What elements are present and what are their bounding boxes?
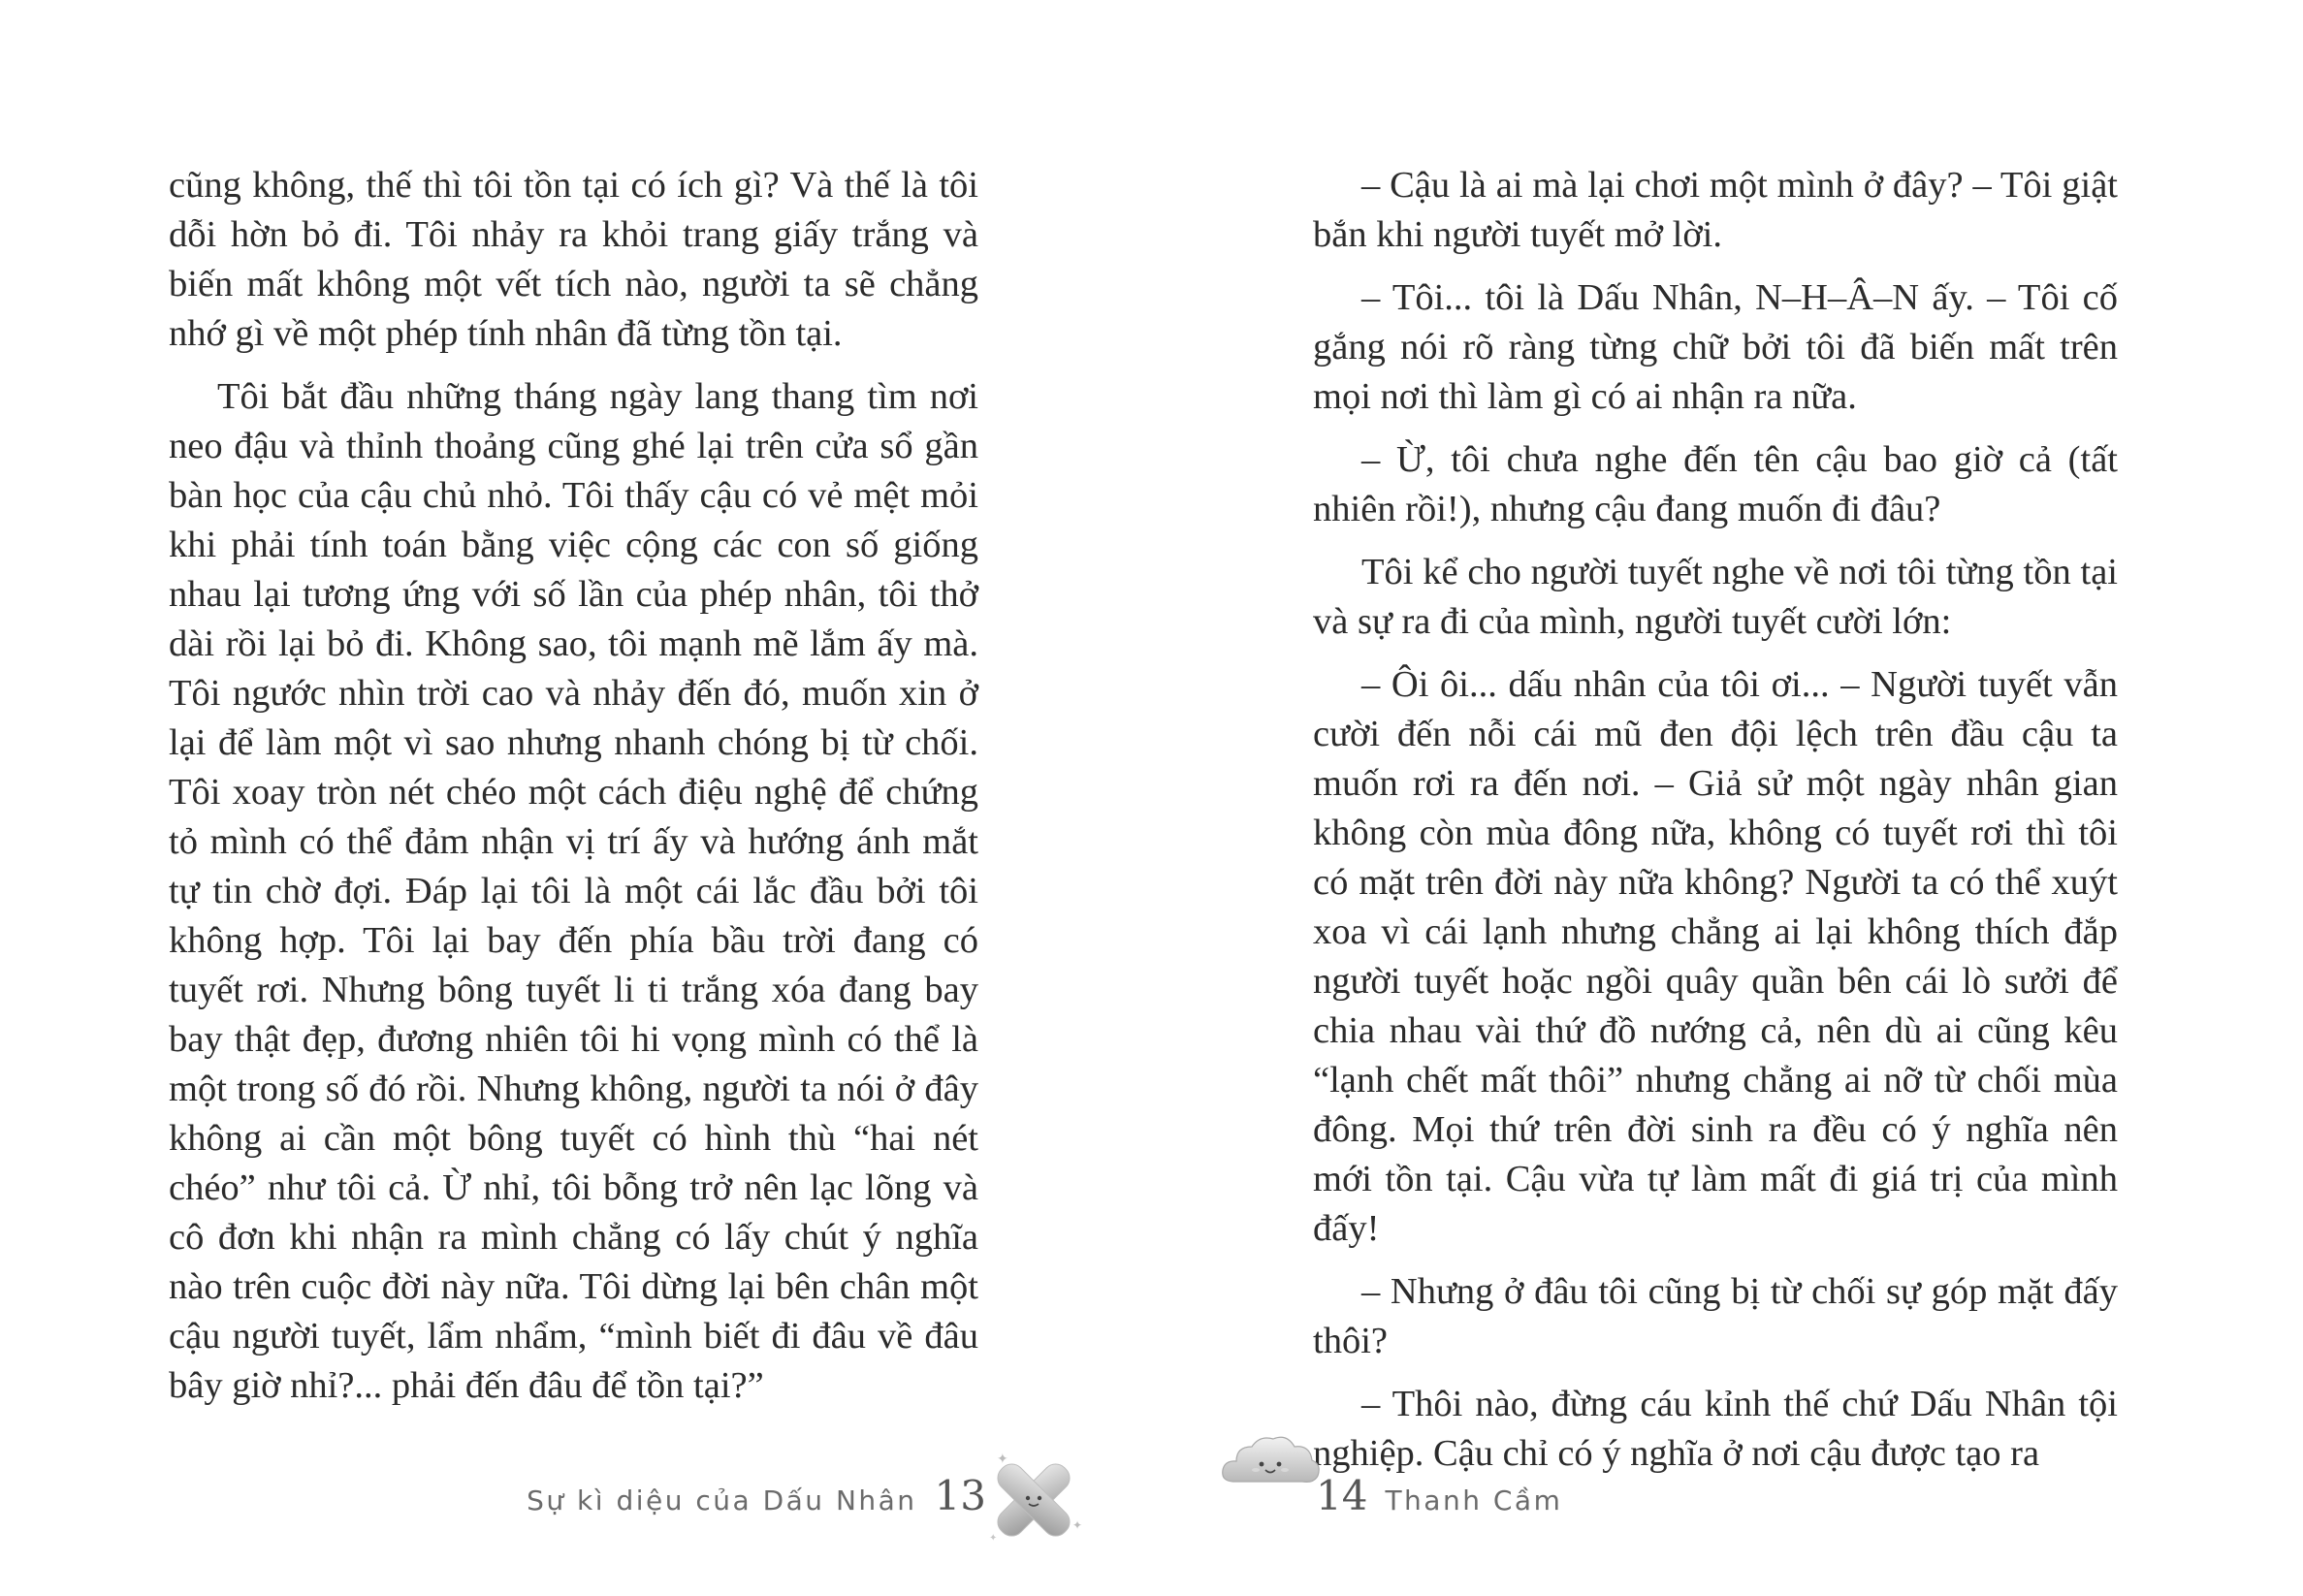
left-page-footer (527, 1472, 986, 1519)
page-number: 13 (934, 1472, 986, 1519)
paragraph: – Ừ, tôi chưa nghe đến tên cậu bao giờ cả (tất nhiên rồi!), nhưng cậu đang muốn đi đâu? (1313, 439, 2118, 529)
svg-text:✦: ✦ (989, 1533, 998, 1544)
paragraph: cũng không, thế thì tôi tồn tại có ích gì? Và thế là tôi dỗi hờn bỏ đi. Tôi nhảy ra khỏi trang giấy trắng và biến mất không một vết tích nào, người ta sẽ chẳng nhớ gì về một phép tính nhân đã từng tồn tại. (169, 165, 978, 354)
multiply-sign-character-icon (976, 1440, 1092, 1566)
paragraph: – Cậu là ai mà lại chơi một mình ở đây? – Tôi giật bắn khi người tuyết mở lời. (1313, 165, 2118, 255)
svg-text:✦: ✦ (1072, 1518, 1083, 1532)
paragraph: Tôi bắt đầu những tháng ngày lang thang tìm nơi neo đậu và thỉnh thoảng cũng ghé lại trên cửa sổ gần bàn học của cậu chủ nhỏ. Tôi thấy cậu có vẻ mệt mỏi khi phải tính toán bằng việc cộng các con số giống nhau lại tương ứng với số lần của phép nhân, tôi thở dài rồi lại bỏ đi. Không sao, tôi mạnh mẽ lắm ấy mà. Tôi ngước nhìn trời cao và nhảy đến đó, muốn xin ở lại để làm một vì sao nhưng nhanh chóng bị từ chối. Tôi xoay tròn nét chéo một cách điệu nghệ để chứng tỏ mình có thể đảm nhận vị trí ấy và hướng ánh mắt tự tin chờ đợi. Đáp lại tôi là một cái lắc đầu bởi tôi không hợp. Tôi lại bay đến phía bầu trời đang có tuyết rơi. Nhưng bông tuyết li ti trắng xóa đang bay bay thật đẹp, đương nhiên tôi hi vọng mình có thể là một trong số đó rồi. Nhưng không, người ta nói ở đây không ai cần một bông tuyết có hình thù “hai nét chéo” như tôi cả. Ừ nhỉ, tôi bỗng trở nên lạc lõng và cô đơn khi nhận ra mình chẳng có lấy chút ý nghĩa nào trên cuộc đời này nữa. Tôi dừng lại bên chân một cậu người tuyết, lẩm nhẩm, “mình biết đi đâu về đâu bây giờ nhỉ?... phải đến đâu để tồn tại?” (169, 376, 978, 1406)
paragraph: Tôi kể cho người tuyết nghe về nơi tôi từng tồn tại và sự ra đi của mình, người tuyết cười lớn: (1313, 552, 2118, 642)
cloud-character-icon (1217, 1425, 1324, 1503)
left-page (0, 0, 1151, 1596)
running-title: Thanh Cầm (1385, 1484, 1563, 1516)
svg-text:✦: ✦ (997, 1452, 1008, 1467)
right-page-text (1313, 161, 2118, 1492)
paragraph: – Nhưng ở đâu tôi cũng bị từ chối sự góp mặt đấy thôi? (1313, 1271, 2118, 1361)
paragraph: – Thôi nào, đừng cáu kỉnh thế chứ Dấu Nhân tội nghiệp. Cậu chỉ có ý nghĩa ở nơi cậu được tạo ra (1313, 1384, 2118, 1474)
running-title: Sự kì diệu của Dấu Nhân (527, 1484, 917, 1516)
left-page-text (169, 161, 978, 1424)
paragraph: – Ôi ôi... dấu nhân của tôi ơi... – Người tuyết vẫn cười đến nỗi cái mũ đen đội lệch trên đầu cậu ta muốn rơi ra đến nơi. – Giả sử một ngày nhân gian không còn mùa đông nữa, không có tuyết rơi thì tôi có mặt trên đời này nữa không? Người ta có thể xuýt xoa vì cái lạnh nhưng chẳng ai lại không thích đắp người tuyết hoặc ngồi quây quần bên cái lò sưởi để chia nhau vài thứ đồ nướng cả, nên dù ai cũng kêu “lạnh chết mất thôi” nhưng chẳng ai nỡ từ chối mùa đông. Mọi thứ trên đời sinh ra đều có ý nghĩa nên mới tồn tại. Cậu vừa tự làm mất đi giá trị của mình đấy! (1313, 664, 2118, 1249)
page-number: 14 (1316, 1472, 1368, 1519)
right-page-footer (1316, 1472, 1562, 1519)
paragraph: – Tôi... tôi là Dấu Nhân, N–H–Â–N ấy. – Tôi cố gắng nói rõ ràng từng chữ bởi tôi đã biến mất trên mọi nơi thì làm gì có ai nhận ra nữa. (1313, 277, 2118, 417)
right-page (1151, 0, 2303, 1596)
